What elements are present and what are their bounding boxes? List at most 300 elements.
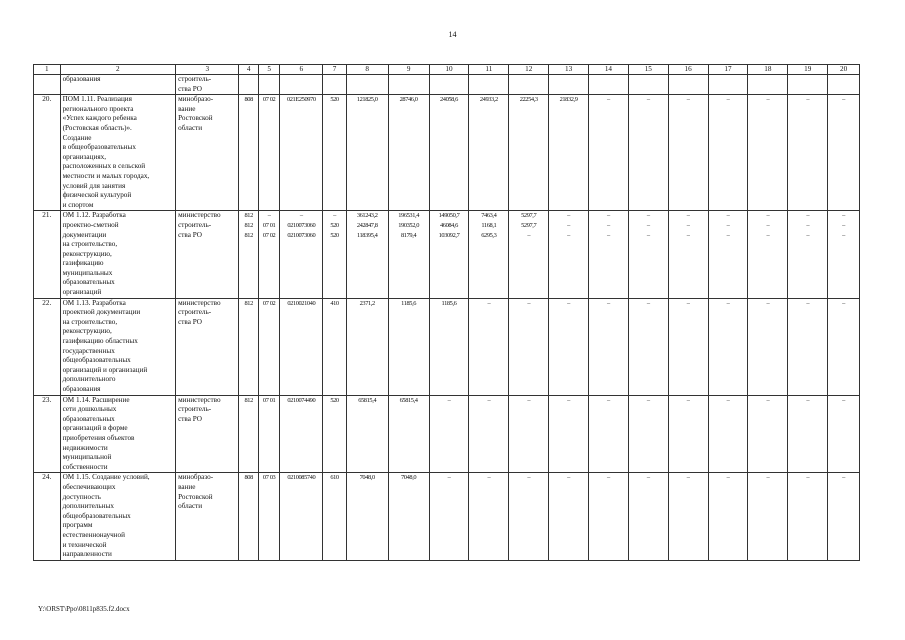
budget-table: [33, 64, 860, 561]
row-number-cell: [34, 298, 61, 395]
code-cell: [239, 95, 258, 211]
code-cell: [323, 211, 347, 298]
name-cell-line: ПОМ 1.11. Реализация: [62, 95, 132, 104]
code-cell: [323, 95, 347, 211]
name-cell-line: условий для занятия: [62, 181, 126, 190]
name-cell-line: и технической: [62, 540, 107, 549]
code-cell: [323, 473, 347, 560]
header-cell: 17: [708, 65, 748, 75]
header-cell: 10: [429, 65, 469, 75]
value-cell-line: –: [487, 299, 491, 307]
value-cell-line: –: [686, 212, 690, 220]
code-cell-line: 410: [330, 299, 339, 307]
value-cell: [549, 298, 589, 395]
name-cell-line: организаций: [62, 288, 102, 297]
value-cell-line: –: [527, 299, 531, 307]
row-number-cell: [34, 75, 61, 95]
value-cell-line: –: [686, 474, 690, 482]
table-row: [34, 95, 860, 211]
name-cell-line: расположенных в сельской: [62, 162, 146, 171]
name-cell-line: местности и малых городах,: [62, 171, 150, 180]
value-cell-line: –: [766, 96, 770, 104]
value-cell: [549, 211, 589, 298]
code-cell-line: 0210073060: [287, 221, 316, 229]
code-cell-line: 0210085740: [287, 474, 316, 482]
value-cell-line: –: [842, 221, 845, 229]
value-cell-line: –: [686, 396, 690, 404]
name-cell: [60, 95, 176, 211]
executor-cell-line: строитель-: [178, 220, 212, 229]
executor-cell-line: Ростовской: [178, 492, 213, 501]
executor-cell-line: министерство: [178, 298, 221, 307]
value-cell-line: –: [567, 212, 570, 220]
executor-cell-line: вание: [178, 482, 196, 491]
value-cell: [388, 95, 429, 211]
value-cell: [708, 473, 748, 560]
name-cell-line: организаций в форме: [62, 424, 128, 433]
value-cell-line: –: [842, 396, 845, 404]
value-cell-line: –: [607, 474, 610, 482]
value-cell-line: 118395,4: [356, 231, 378, 239]
header-cell: 9: [388, 65, 429, 75]
value-cell: [748, 298, 788, 395]
continuation-row: [34, 75, 860, 95]
value-cell-line: –: [842, 212, 845, 220]
name-cell-line: ОМ 1.12. Разработка: [62, 211, 126, 220]
executor-cell-line: строитель-: [178, 308, 212, 317]
value-cell-line: –: [487, 396, 491, 404]
name-cell-line: реконструкцию,: [62, 249, 112, 258]
value-cell: [469, 95, 509, 211]
value-cell-line: –: [726, 221, 730, 229]
value-cell-line: 361243,2: [356, 212, 378, 220]
value-cell-line: 1185,6: [401, 299, 417, 307]
name-cell-line: государственных: [62, 346, 115, 355]
value-cell-line: –: [487, 474, 491, 482]
name-cell-line: организаций и организаций: [62, 365, 148, 374]
value-cell: [589, 473, 629, 560]
name-cell-line: приобретения объектов: [62, 433, 135, 442]
value-cell: [668, 298, 708, 395]
value-cell-line: 7048,0: [359, 474, 375, 482]
header-cell: 4: [239, 65, 258, 75]
value-cell-line: –: [567, 299, 570, 307]
table-row: [34, 473, 860, 560]
value-cell-line: –: [766, 212, 770, 220]
name-cell-line: направленности: [62, 550, 112, 559]
value-cell-line: 5297,7: [521, 212, 537, 220]
value-cell: [589, 95, 629, 211]
value-cell-line: –: [726, 231, 730, 239]
name-cell-line: сети дошкольных: [62, 405, 117, 414]
value-cell: [628, 298, 668, 395]
header-cell: 13: [549, 65, 589, 75]
code-cell: [258, 473, 279, 560]
value-cell-line: 149050,7: [438, 212, 460, 220]
value-cell-line: –: [806, 474, 810, 482]
value-cell: [628, 395, 668, 473]
value-cell-line: –: [806, 96, 810, 104]
value-cell: [346, 95, 388, 211]
name-cell-line: образовательных: [62, 278, 115, 287]
code-cell-line: 812: [244, 221, 253, 229]
name-cell-line: на строительство,: [62, 240, 118, 249]
executor-cell-line: минобразо-: [178, 95, 214, 104]
value-cell: [828, 95, 860, 211]
value-cell: [788, 95, 828, 211]
code-cell: [258, 211, 279, 298]
value-cell-line: –: [726, 396, 730, 404]
value-cell: [469, 473, 509, 560]
value-cell-line: –: [726, 474, 730, 482]
value-cell: [509, 473, 549, 560]
value-cell-line: –: [766, 396, 770, 404]
table-row: [34, 211, 860, 298]
value-cell: [628, 95, 668, 211]
value-cell-line: 7463,4: [481, 212, 497, 220]
value-cell: [469, 298, 509, 395]
value-cell-line: –: [607, 299, 610, 307]
header-cell: 7: [323, 65, 347, 75]
name-cell-line: программ: [62, 521, 93, 530]
header-cell: 8: [346, 65, 388, 75]
name-cell-line: ОМ 1.13. Разработка: [62, 298, 126, 307]
value-cell-line: –: [726, 212, 730, 220]
value-cell: [708, 211, 748, 298]
value-cell: [346, 298, 388, 395]
row-number-cell: [34, 211, 61, 298]
value-cell-line: –: [646, 212, 650, 220]
code-cell-line: 808: [244, 96, 253, 104]
value-cell: [549, 473, 589, 560]
executor-line: строитель-: [178, 75, 212, 83]
code-cell: [323, 298, 347, 395]
executor-cell-line: министерство: [178, 211, 221, 220]
header-cell: 16: [668, 65, 708, 75]
value-cell-line: 22254,3: [519, 96, 538, 104]
footer-filename: Y:\ORST\Ppo\0811p835.f2.docx: [38, 605, 130, 613]
code-cell-line: 520: [330, 396, 339, 404]
value-cell-line: 65815,4: [358, 396, 377, 404]
value-cell: [429, 95, 469, 211]
name-cell: [60, 473, 176, 560]
value-cell: [748, 211, 788, 298]
value-cell-line: 6295,3: [481, 231, 497, 239]
code-cell-line: 021E250970: [286, 96, 316, 104]
value-cell-line: –: [607, 231, 610, 239]
executor-cell-line: вание: [178, 104, 196, 113]
executor-cell-line: области: [178, 502, 203, 511]
value-cell-line: –: [726, 96, 730, 104]
executor-cell: [176, 75, 239, 95]
value-cell-line: –: [567, 474, 570, 482]
code-cell-line: 0210074490: [287, 396, 316, 404]
value-cell: [429, 473, 469, 560]
value-cell-line: –: [527, 231, 531, 239]
value-cell: [346, 473, 388, 560]
value-cell: [708, 298, 748, 395]
value-cell: [828, 473, 860, 560]
name-cell-line: газификацию: [62, 259, 104, 268]
executor-cell: [176, 298, 239, 395]
value-cell: [668, 95, 708, 211]
name-cell-line: ОМ 1.15. Создание условий,: [62, 473, 150, 482]
value-cell-line: –: [842, 299, 845, 307]
code-cell-line: 520: [330, 221, 339, 229]
name-cell-line: доступность: [62, 492, 101, 501]
value-cell: [748, 395, 788, 473]
code-cell: [239, 395, 258, 473]
name-cell-line: собственности: [62, 462, 108, 471]
executor-line: ства РО: [178, 84, 202, 93]
value-cell-line: –: [806, 212, 810, 220]
value-cell-line: 5297,7: [521, 221, 537, 229]
code-cell-line: 07 02: [262, 96, 276, 104]
code-cell-line: 812: [244, 212, 253, 220]
value-cell: [469, 211, 509, 298]
row-number-cell: [34, 95, 61, 211]
value-cell-line: –: [447, 396, 451, 404]
name-cell-line: обеспечивающих: [62, 482, 116, 491]
value-cell: [429, 298, 469, 395]
name-cell-line: на строительство,: [62, 317, 118, 326]
code-cell: [258, 395, 279, 473]
value-cell: [549, 95, 589, 211]
code-cell-line: –: [267, 212, 271, 220]
code-cell: [280, 95, 323, 211]
header-cell: 19: [788, 65, 828, 75]
header-cell: 6: [280, 65, 323, 75]
code-cell: [280, 395, 323, 473]
row-number-cell: [34, 395, 61, 473]
row-number-cell-line: 21.: [42, 211, 52, 220]
value-cell-line: –: [646, 96, 650, 104]
row-number-cell-line: 23.: [42, 395, 52, 404]
value-cell: [668, 211, 708, 298]
value-cell: [708, 395, 748, 473]
value-cell: [668, 473, 708, 560]
name-cell-line: проектной документации: [62, 308, 141, 317]
code-cell-line: 07 01: [262, 396, 276, 404]
value-cell-line: 24058,6: [440, 96, 458, 104]
value-cell-line: 103092,7: [438, 231, 460, 239]
value-cell-line: –: [646, 474, 650, 482]
value-cell-line: 24933,2: [479, 96, 498, 104]
executor-cell-line: ства РО: [178, 230, 202, 239]
value-cell-line: 2371,2: [359, 299, 375, 307]
name-cell-line: образовательных: [62, 414, 115, 423]
code-cell: [258, 298, 279, 395]
value-cell-line: –: [766, 221, 770, 229]
name-cell-line: газификацию областных: [62, 337, 138, 346]
name-cell-line: физической культурой: [62, 191, 132, 200]
value-cell-line: 190352,0: [398, 221, 419, 229]
value-cell-line: –: [646, 221, 650, 229]
value-cell-line: –: [646, 396, 650, 404]
value-cell: [668, 395, 708, 473]
value-cell-line: –: [567, 396, 570, 404]
value-cell: [748, 95, 788, 211]
code-cell: [280, 473, 323, 560]
code-cell-line: –: [299, 212, 303, 220]
value-cell-line: –: [646, 231, 650, 239]
name-cell-line: и спортом: [62, 200, 94, 209]
value-cell-line: 1168,1: [481, 221, 497, 229]
code-cell-line: 07 02: [262, 231, 276, 239]
value-cell-line: 46084,6: [440, 221, 458, 229]
page-number: 14: [448, 30, 457, 39]
value-cell: [469, 395, 509, 473]
executor-cell-line: строитель-: [178, 405, 212, 414]
code-cell-line: 07 03: [262, 474, 276, 482]
value-cell-line: –: [607, 221, 610, 229]
value-cell: [509, 211, 549, 298]
header-cell: 18: [748, 65, 788, 75]
code-cell-line: 812: [244, 396, 253, 404]
row-number-cell-line: 22.: [42, 298, 52, 307]
value-cell-line: 242847,8: [356, 221, 378, 229]
value-cell: [429, 395, 469, 473]
name-cell: образования: [60, 75, 176, 95]
name-cell: [60, 395, 176, 473]
value-cell: [589, 395, 629, 473]
name-cell-line: реконструкцию,: [62, 327, 112, 336]
value-cell: [708, 95, 748, 211]
value-cell-line: –: [806, 221, 810, 229]
value-cell: [589, 211, 629, 298]
name-cell-line: естественнонаучной: [62, 530, 125, 539]
value-cell: [509, 95, 549, 211]
name-cell-line: Создание: [62, 133, 92, 142]
header-cell: 5: [258, 65, 279, 75]
header-cell: 12: [509, 65, 549, 75]
row-number-cell-line: 24.: [42, 473, 52, 482]
table-row: [34, 395, 860, 473]
name-cell-line: общеобразовательных: [62, 511, 131, 520]
value-cell: [429, 211, 469, 298]
header-cell: 11: [469, 65, 509, 75]
value-cell: [788, 211, 828, 298]
executor-cell-line: минобразо-: [178, 473, 214, 482]
value-cell-line: 28746,0: [399, 96, 418, 104]
value-cell-line: 1185,6: [441, 299, 457, 307]
executor-cell: [176, 473, 239, 560]
name-cell-line: дополнительного: [62, 375, 116, 384]
name-cell-line: документации: [62, 230, 107, 239]
value-cell-line: –: [607, 396, 610, 404]
value-cell-line: –: [686, 96, 690, 104]
value-cell-line: –: [766, 299, 770, 307]
value-cell-line: –: [766, 231, 770, 239]
name-cell-line: проектно-сметной: [62, 220, 119, 229]
code-cell: [258, 95, 279, 211]
value-cell: [788, 298, 828, 395]
value-cell: [388, 298, 429, 395]
name-cell-line: ОМ 1.14. Расширение: [62, 395, 130, 404]
executor-cell-line: ства РО: [178, 317, 202, 326]
code-cell: [239, 211, 258, 298]
executor-cell: [176, 211, 239, 298]
code-cell: [280, 211, 323, 298]
code-cell-line: 520: [330, 231, 339, 239]
name-cell-line: (Ростовская область)».: [62, 123, 132, 132]
value-cell: [388, 395, 429, 473]
value-cell-line: 21832,9: [559, 96, 578, 104]
code-cell-line: 610: [330, 474, 339, 482]
code-cell: [323, 395, 347, 473]
value-cell: [788, 395, 828, 473]
value-cell-line: –: [527, 474, 531, 482]
header-cell: 1: [34, 65, 61, 75]
value-cell: [388, 473, 429, 560]
value-cell: [828, 298, 860, 395]
name-cell-line: муниципальных: [62, 268, 113, 277]
value-cell-line: 65815,4: [399, 396, 418, 404]
value-cell-line: –: [806, 299, 810, 307]
code-cell-line: –: [333, 212, 336, 220]
value-cell: [346, 395, 388, 473]
name-cell-line: организациях,: [62, 152, 107, 161]
executor-cell: [176, 395, 239, 473]
value-cell-line: –: [842, 474, 845, 482]
value-cell-line: –: [447, 474, 451, 482]
value-cell-line: –: [842, 231, 845, 239]
value-cell-line: 7048,0: [401, 474, 417, 482]
value-cell: [388, 211, 429, 298]
row-number-cell: [34, 473, 61, 560]
code-cell: [239, 473, 258, 560]
value-cell: [628, 211, 668, 298]
code-cell-line: 07 02: [262, 299, 276, 307]
name-cell-line: общеобразовательных: [62, 356, 131, 365]
value-cell: [788, 473, 828, 560]
code-cell-line: 0210021040: [287, 299, 316, 307]
header-cell: 2: [60, 65, 176, 75]
value-cell-line: –: [686, 221, 690, 229]
value-cell: [828, 211, 860, 298]
value-cell: [509, 395, 549, 473]
code-cell-line: 808: [244, 474, 253, 482]
row-number-cell-line: 20.: [42, 95, 52, 104]
value-cell-line: –: [806, 396, 810, 404]
value-cell-line: –: [686, 231, 690, 239]
value-cell-line: –: [646, 299, 650, 307]
value-cell-line: –: [567, 231, 570, 239]
name-cell-line: муниципальной: [62, 453, 112, 462]
value-cell: [828, 395, 860, 473]
value-cell-line: –: [607, 212, 610, 220]
code-cell-line: 812: [244, 231, 253, 239]
name-cell: [60, 298, 176, 395]
value-cell-line: –: [766, 474, 770, 482]
value-cell-line: –: [607, 96, 610, 104]
executor-cell-line: ства РО: [178, 414, 202, 423]
code-cell-line: 520: [330, 96, 339, 104]
code-cell-line: 0210073060: [287, 231, 316, 239]
executor-cell-line: области: [178, 123, 203, 132]
value-cell-line: –: [527, 396, 531, 404]
value-cell-line: 196531,4: [398, 212, 419, 220]
value-cell: [748, 473, 788, 560]
value-cell-line: 121825,0: [356, 96, 378, 104]
value-cell: [549, 395, 589, 473]
table-row: [34, 298, 860, 395]
value-cell: [509, 298, 549, 395]
value-cell: [628, 473, 668, 560]
name-cell-line: образования: [62, 385, 101, 393]
executor-cell-line: министерство: [178, 395, 221, 404]
value-cell-line: 8179,4: [401, 231, 417, 239]
